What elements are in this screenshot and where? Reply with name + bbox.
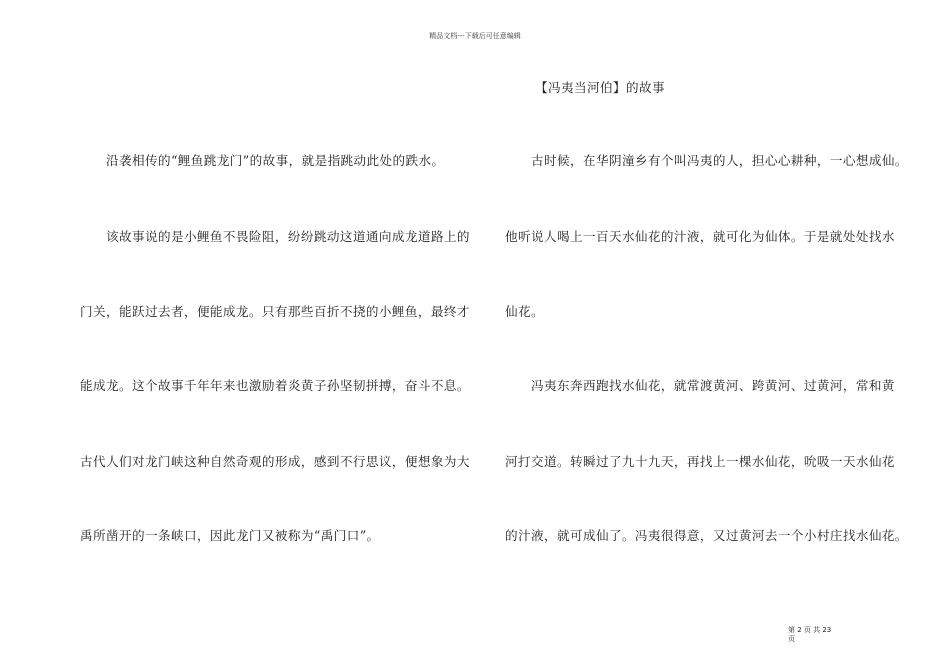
left-paragraph-line: 禹所凿开的一条峡口，因此龙门又被称为“禹门口”。 — [80, 528, 380, 543]
right-paragraph-line: 古时候，在华阴潼乡有个叫冯夷的人，担心心耕种，一心想成仙。 — [505, 153, 908, 168]
right-column — [505, 0, 908, 672]
story-title: 【冯夷当河伯】的故事 — [535, 80, 665, 95]
right-paragraph-line: 仙花。 — [505, 304, 544, 319]
page-number-line: 第 2 页 共 23 — [788, 626, 832, 634]
left-column — [80, 0, 480, 672]
page-number — [788, 626, 848, 644]
right-paragraph-line: 河打交道。转瞬过了九十九天，再找上一棵水仙花，吮吸一天水仙花 — [505, 454, 895, 469]
page-header: 精品文档---下载后可任意编辑 — [429, 32, 521, 40]
right-paragraph-line: 他听说人喝上一百天水仙花的汁液，就可化为仙体。于是就处处找水 — [505, 229, 895, 244]
left-paragraph-line: 古代人们对龙门峡这种自然奇观的形成，感到不行思议，便想象为大 — [80, 454, 470, 469]
left-paragraph-line: 沿袭相传的“鲤鱼跳龙门”的故事，就是指跳动此处的跌水。 — [80, 153, 445, 168]
left-paragraph-line: 能成龙。这个故事千年年来也激励着炎黄子孙坚韧拼搏，奋斗不息。 — [80, 378, 470, 393]
left-paragraph-line: 该故事说的是小鲤鱼不畏险阻，纷纷跳动这道通向成龙道路上的 — [80, 229, 470, 244]
right-paragraph-line: 的汁液，就可成仙了。冯夷很得意，又过黄河去一个小村庄找水仙花。 — [505, 528, 908, 543]
right-paragraph-line: 冯夷东奔西跑找水仙花，就常渡黄河、跨黄河、过黄河，常和黄 — [505, 378, 895, 393]
page-number-line: 页 — [788, 635, 795, 643]
left-paragraph-line: 门关，能跃过去者，便能成龙。只有那些百折不挠的小鲤鱼，最终才 — [80, 304, 470, 319]
